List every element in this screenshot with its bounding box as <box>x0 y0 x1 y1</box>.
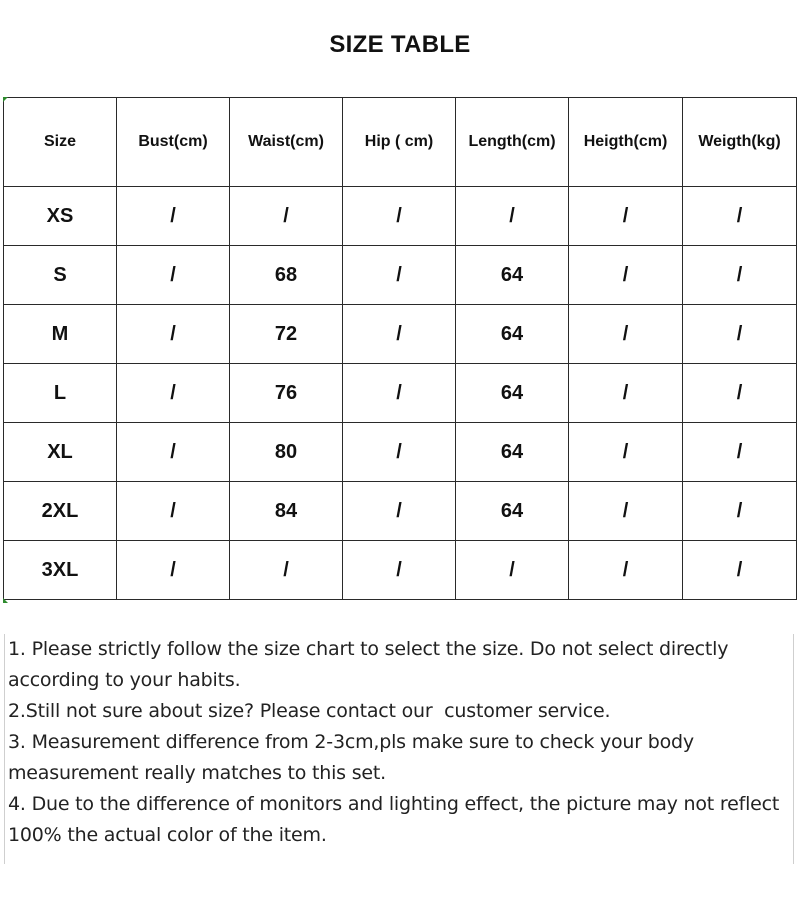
cell-length: 64 <box>456 305 569 364</box>
cell-bust: / <box>117 423 230 482</box>
header-bust: Bust(cm) <box>117 98 230 187</box>
cell-bust: / <box>117 246 230 305</box>
note-3: 3. Measurement difference from 2-3cm,pls make sure to check your body measurement really matches to this set. <box>8 731 700 784</box>
header-hip: Hip ( cm) <box>343 98 456 187</box>
cell-bust: / <box>117 541 230 600</box>
cell-waist: 76 <box>230 364 343 423</box>
note-2: 2.Still not sure about size? Please contact our customer service. <box>8 700 611 722</box>
cell-hip: / <box>343 187 456 246</box>
cell-size: XL <box>4 423 117 482</box>
cell-bust: / <box>117 305 230 364</box>
cell-waist: / <box>230 541 343 600</box>
corner-accent-bottom <box>3 598 8 603</box>
page-title: SIZE TABLE <box>329 31 471 58</box>
cell-length: 64 <box>456 364 569 423</box>
cell-length: / <box>456 541 569 600</box>
cell-length: 64 <box>456 482 569 541</box>
cell-hip: / <box>343 482 456 541</box>
cell-weight: / <box>683 246 797 305</box>
cell-height: / <box>569 423 683 482</box>
cell-bust: / <box>117 187 230 246</box>
table-header-row <box>4 98 797 187</box>
cell-waist: 68 <box>230 246 343 305</box>
table-row <box>4 305 797 364</box>
corner-accent-top <box>3 97 8 102</box>
cell-hip: / <box>343 305 456 364</box>
cell-hip: / <box>343 246 456 305</box>
cell-size: S <box>4 246 117 305</box>
cell-size: XS <box>4 187 117 246</box>
cell-size: L <box>4 364 117 423</box>
cell-height: / <box>569 246 683 305</box>
cell-length: 64 <box>456 423 569 482</box>
cell-size: 2XL <box>4 482 117 541</box>
header-length: Length(cm) <box>456 98 569 187</box>
cell-height: / <box>569 482 683 541</box>
table-row <box>4 364 797 423</box>
header-waist: Waist(cm) <box>230 98 343 187</box>
header-size: Size <box>4 98 117 187</box>
cell-waist: 80 <box>230 423 343 482</box>
cell-waist: / <box>230 187 343 246</box>
cell-weight: / <box>683 187 797 246</box>
size-notes <box>4 634 794 864</box>
table-row <box>4 423 797 482</box>
table-row <box>4 482 797 541</box>
cell-size: M <box>4 305 117 364</box>
header-weight: Weigth(kg) <box>683 98 797 187</box>
cell-weight: / <box>683 482 797 541</box>
cell-hip: / <box>343 423 456 482</box>
cell-height: / <box>569 541 683 600</box>
note-1: 1. Please strictly follow the size chart to select the size. Do not select directly according to your habits. <box>8 638 735 691</box>
cell-weight: / <box>683 364 797 423</box>
cell-size: 3XL <box>4 541 117 600</box>
table-row <box>4 187 797 246</box>
table-row <box>4 246 797 305</box>
cell-weight: / <box>683 541 797 600</box>
header-height: Heigth(cm) <box>569 98 683 187</box>
cell-weight: / <box>683 305 797 364</box>
note-4: 4. Due to the difference of monitors and lighting effect, the picture may not reflect 100% the actual color of the item. <box>8 793 785 846</box>
cell-hip: / <box>343 541 456 600</box>
cell-length: / <box>456 187 569 246</box>
cell-hip: / <box>343 364 456 423</box>
cell-bust: / <box>117 482 230 541</box>
cell-height: / <box>569 364 683 423</box>
cell-weight: / <box>683 423 797 482</box>
size-table <box>3 97 797 600</box>
cell-waist: 72 <box>230 305 343 364</box>
cell-height: / <box>569 305 683 364</box>
cell-bust: / <box>117 364 230 423</box>
table-row <box>4 541 797 600</box>
cell-length: 64 <box>456 246 569 305</box>
cell-height: / <box>569 187 683 246</box>
cell-waist: 84 <box>230 482 343 541</box>
